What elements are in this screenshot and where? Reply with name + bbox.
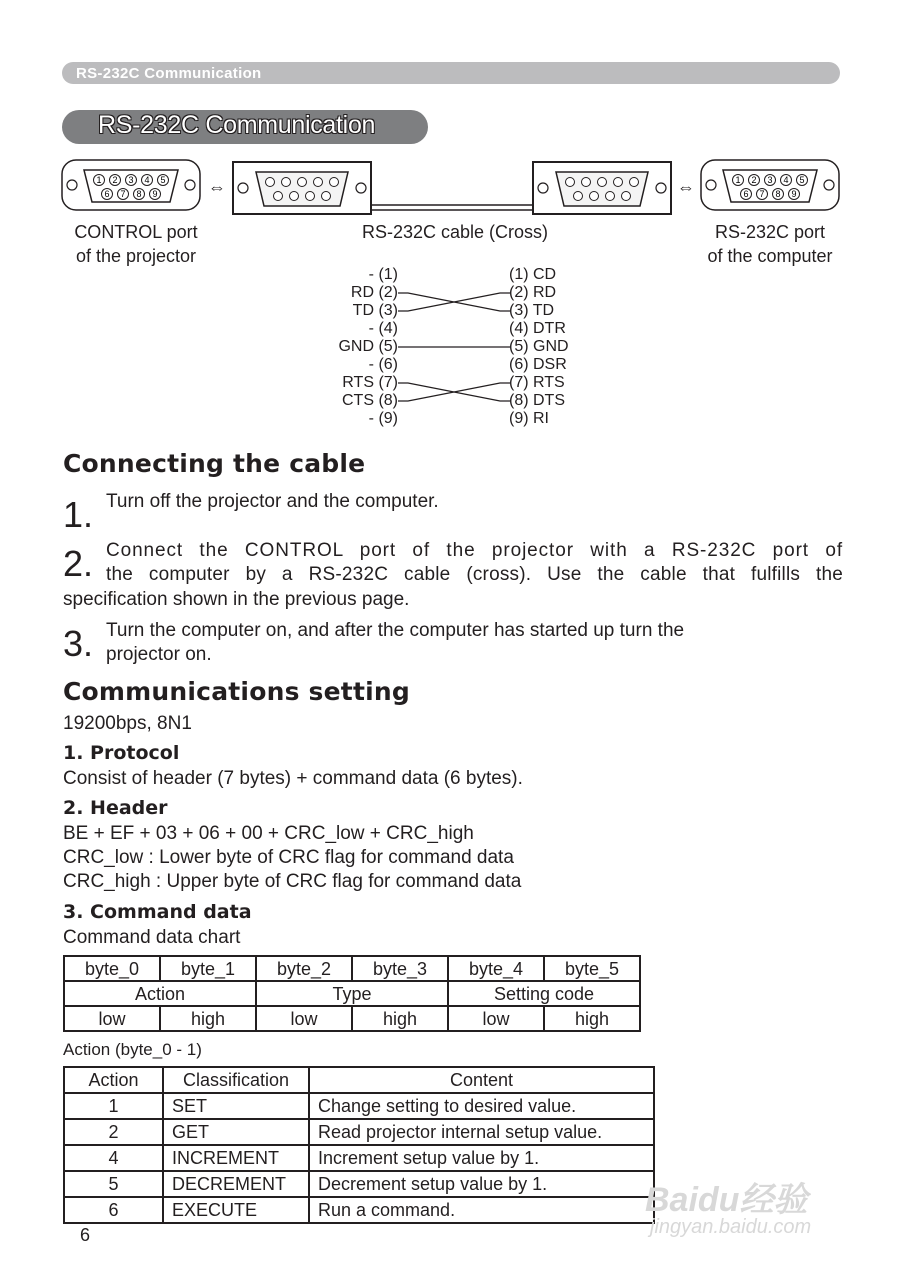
plug-hole: [606, 192, 615, 201]
pin-label: TD (3): [352, 302, 398, 319]
projector-pin-list: [278, 266, 398, 428]
plug-hole: [566, 178, 575, 187]
table-row: [64, 956, 640, 981]
table-cell: EXECUTE: [163, 1197, 309, 1223]
step-text: Turn off the projector and the computer.: [106, 491, 439, 512]
table-header-cell: Content: [309, 1067, 654, 1093]
step-text: the computer by a RS-232C cable (cross). Use the cable that fulfills the: [106, 564, 843, 585]
header-bar-title: RS-232C Communication: [76, 65, 262, 82]
table-cell: low: [64, 1006, 160, 1031]
table-cell: 2: [64, 1119, 163, 1145]
header-title: 2. Header: [63, 797, 168, 819]
pin-number: 6: [104, 189, 110, 199]
plug-hole: [322, 192, 331, 201]
table-row: [64, 1197, 654, 1223]
wire-cts-rts: [398, 383, 510, 401]
table-row: [64, 1067, 654, 1093]
table-cell: Read projector internal setup value.: [309, 1119, 654, 1145]
step-number: 1.: [63, 494, 94, 535]
caption-line: CONTROL port: [74, 222, 198, 242]
pin-label: (5) GND: [509, 338, 569, 355]
pin-number: 2: [112, 175, 118, 185]
cable-plug-left: [233, 162, 371, 214]
header-line: CRC_low : Lower byte of CRC flag for command data: [63, 847, 514, 868]
pin-number: 5: [160, 175, 166, 185]
table-cell: SET: [163, 1093, 309, 1119]
table-cell: Setting code: [448, 981, 640, 1006]
plug-hole: [614, 178, 623, 187]
pin-label: - (1): [368, 266, 398, 283]
table-cell: DECREMENT: [163, 1171, 309, 1197]
cable-plug-right: [533, 162, 671, 214]
table-cell: byte_3: [352, 956, 448, 981]
pin-label: (2) RD: [509, 284, 557, 301]
communications-title: Communications setting: [63, 677, 410, 706]
pin-number: 4: [783, 175, 789, 185]
section-title: RS-232C Communication: [98, 111, 376, 139]
plug-hole: [266, 178, 275, 187]
pin-number: 1: [735, 175, 741, 185]
header-bar: [62, 62, 840, 84]
header-line: CRC_high : Upper byte of CRC flag for command data: [63, 871, 522, 892]
table-cell: Increment setup value by 1.: [309, 1145, 654, 1171]
table-row: [64, 1093, 654, 1119]
double-arrow-icon: ⇔: [208, 177, 226, 197]
table-row: [64, 1145, 654, 1171]
pin-number: 7: [759, 189, 765, 199]
plug-hole: [590, 192, 599, 201]
connector-diagram: [0, 150, 902, 230]
pin-label: (9) RI: [509, 410, 549, 427]
table-row: [64, 1006, 640, 1031]
page-number: 6: [80, 1225, 91, 1245]
pin-label: CTS (8): [342, 392, 398, 409]
caption-line: RS-232C port: [714, 222, 826, 242]
pin-number: 3: [767, 175, 773, 185]
plug-hole: [290, 192, 299, 201]
section-title-pill: [62, 110, 428, 144]
table-header-cell: Classification: [163, 1067, 309, 1093]
header-line: BE + EF + 03 + 06 + 00 + CRC_low + CRC_high: [63, 823, 474, 844]
pin-number: 9: [791, 189, 797, 199]
pin-label: GND (5): [338, 338, 398, 355]
plug-hole: [582, 178, 591, 187]
step-text: Connect the CONTROL port of the projector with a RS-232C port of: [106, 540, 843, 561]
plug-hole: [298, 178, 307, 187]
protocol-text: Consist of header (7 bytes) + command data (6 bytes).: [63, 768, 523, 789]
computer-rs232c-port: [701, 160, 839, 210]
projector-control-port: [62, 160, 200, 210]
command-title: 3. Command data: [63, 901, 252, 923]
plug-hole: [306, 192, 315, 201]
command-data-table: [63, 955, 641, 1032]
table-cell: 4: [64, 1145, 163, 1171]
step-number: 3.: [63, 623, 94, 664]
table-cell: 5: [64, 1171, 163, 1197]
table-cell: high: [160, 1006, 256, 1031]
plug-hole: [622, 192, 631, 201]
pin-label: (7) RTS: [509, 374, 565, 391]
table-cell: Type: [256, 981, 448, 1006]
left-port-caption: [56, 220, 216, 268]
action-table: [63, 1066, 655, 1224]
table-cell: INCREMENT: [163, 1145, 309, 1171]
table-cell: byte_0: [64, 956, 160, 981]
cross-wiring: [398, 266, 510, 436]
pin-label: (3) TD: [509, 302, 555, 319]
table-cell: byte_4: [448, 956, 544, 981]
right-port-caption: [690, 220, 850, 268]
pin-label: - (9): [368, 410, 398, 427]
wire-td-rd: [398, 293, 510, 311]
caption-line: of the computer: [707, 246, 833, 266]
pin-number: 6: [743, 189, 749, 199]
pin-label: (4) DTR: [509, 320, 566, 337]
table-cell: high: [352, 1006, 448, 1031]
connecting-title: Connecting the cable: [63, 449, 366, 478]
step-text: projector on.: [106, 644, 212, 665]
pin-label: RTS (7): [342, 374, 398, 391]
pin-number: 1: [96, 175, 102, 185]
table-cell: Change setting to desired value.: [309, 1093, 654, 1119]
table-cell: byte_1: [160, 956, 256, 981]
pin-label: - (4): [368, 320, 398, 337]
pin-number: 9: [152, 189, 158, 199]
pin-number: 5: [799, 175, 805, 185]
table-cell: byte_5: [544, 956, 640, 981]
pin-number: 7: [120, 189, 126, 199]
step-text: Turn the computer on, and after the computer has started up turn the: [106, 620, 685, 641]
pin-number: 8: [136, 189, 142, 199]
action-table-label: Action (byte_0 - 1): [63, 1040, 202, 1059]
table-row: [64, 981, 640, 1006]
pin-number: 3: [128, 175, 134, 185]
pin-number: 4: [144, 175, 150, 185]
table-cell: 1: [64, 1093, 163, 1119]
cable-caption: RS-232C cable (Cross): [361, 222, 549, 242]
plug-hole: [630, 178, 639, 187]
step-text: specification shown in the previous page.: [63, 589, 410, 610]
step-number: 2.: [63, 543, 94, 584]
plug-hole: [282, 178, 291, 187]
plug-hole: [274, 192, 283, 201]
command-chart-label: Command data chart: [63, 927, 241, 948]
pin-label: (6) DSR: [509, 356, 567, 373]
plug-hole: [598, 178, 607, 187]
table-row: [64, 1119, 654, 1145]
pin-label: (1) CD: [509, 266, 557, 283]
watermark-url: jingyan.baidu.com: [650, 1216, 812, 1238]
table-cell: byte_2: [256, 956, 352, 981]
table-header-cell: Action: [64, 1067, 163, 1093]
plug-hole: [574, 192, 583, 201]
watermark-logo: Baidu经验: [645, 1181, 808, 1219]
table-cell: Decrement setup value by 1.: [309, 1171, 654, 1197]
pin-number: 8: [775, 189, 781, 199]
table-cell: GET: [163, 1119, 309, 1145]
pin-label: (8) DTS: [509, 392, 565, 409]
baud-setting: 19200bps, 8N1: [63, 713, 192, 734]
computer-pin-list: [509, 266, 629, 428]
pin-number: 2: [751, 175, 757, 185]
table-cell: 6: [64, 1197, 163, 1223]
plug-hole: [330, 178, 339, 187]
table-cell: low: [448, 1006, 544, 1031]
pin-label: RD (2): [350, 284, 398, 301]
pin-label: - (6): [368, 356, 398, 373]
double-arrow-icon: ⇔: [677, 177, 695, 197]
protocol-title: 1. Protocol: [63, 742, 180, 764]
table-cell: high: [544, 1006, 640, 1031]
table-cell: low: [256, 1006, 352, 1031]
table-cell: Action: [64, 981, 256, 1006]
table-cell: Run a command.: [309, 1197, 654, 1223]
table-row: [64, 1171, 654, 1197]
caption-line: of the projector: [75, 246, 197, 266]
plug-hole: [314, 178, 323, 187]
